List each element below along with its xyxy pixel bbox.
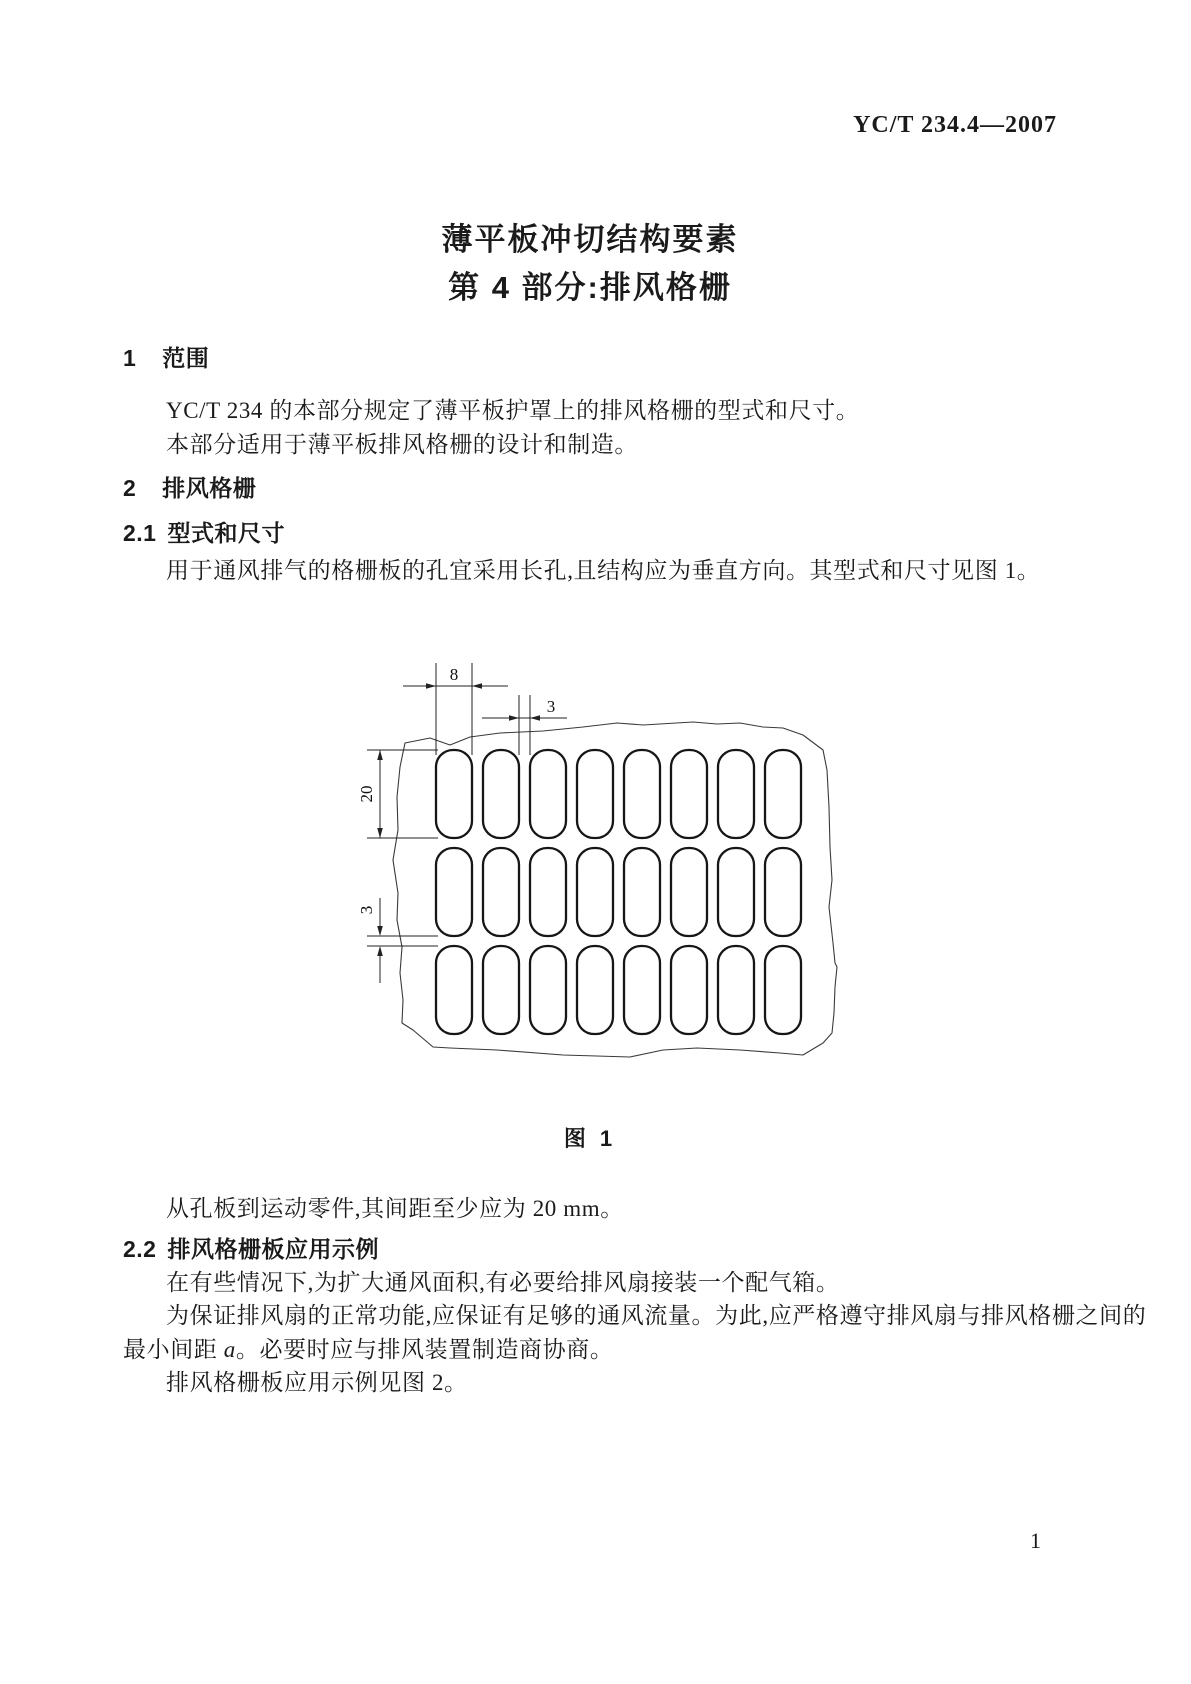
section-2-1-paragraph-1: 用于通风排气的格栅板的孔宜采用长孔,且结构应为垂直方向。其型式和尺寸见图 1。	[166, 558, 1041, 583]
grille-slot	[483, 848, 519, 936]
section-2-2-paragraph-2-line-2	[123, 1331, 613, 1364]
section-2-heading	[123, 470, 256, 503]
page-number: 1	[1030, 1528, 1041, 1553]
section-2-1-label: 型式和尺寸	[167, 520, 285, 546]
grille-slot	[436, 946, 472, 1034]
grille-slot	[577, 946, 613, 1034]
dim-label-row-gap: 3	[357, 905, 376, 915]
document-title-line2: 第 4 部分:排风格栅	[448, 270, 732, 305]
dimension-slot-width	[403, 663, 508, 755]
section-2-label: 排风格栅	[162, 475, 257, 501]
grille-slot	[530, 848, 566, 936]
section-2-2-heading	[123, 1231, 379, 1264]
slot-grid	[436, 750, 801, 1034]
grille-slot	[765, 848, 801, 936]
section-2-1-number: 2.1	[123, 520, 157, 546]
section-2-2-number: 2.2	[123, 1236, 157, 1262]
after-figure-note: 从孔板到运动零件,其间距至少应为 20 mm。	[166, 1196, 624, 1221]
section-2-2-paragraph-3: 排风格栅板应用示例见图 2。	[166, 1370, 468, 1395]
section-1-label: 范围	[162, 345, 210, 371]
grille-slot	[530, 750, 566, 838]
section-1-paragraph-2: 本部分适用于薄平板排风格栅的设计和制造。	[166, 432, 638, 457]
section-2-number: 2	[123, 475, 137, 501]
section-1-heading	[123, 340, 209, 373]
grille-slot	[718, 848, 754, 936]
figure-1-drawing	[340, 615, 870, 1065]
grille-slot	[436, 848, 472, 936]
grille-slot	[577, 750, 613, 838]
grille-slot	[765, 946, 801, 1034]
section-1-paragraph-1: YC/T 234 的本部分规定了薄平板护罩上的排风格栅的型式和尺寸。	[166, 398, 860, 423]
grille-slot	[718, 750, 754, 838]
figure-1-caption: 图 1	[563, 1126, 617, 1151]
grille-slot	[577, 848, 613, 936]
grille-slot	[671, 750, 707, 838]
min-distance-variable-a: a	[223, 1337, 236, 1362]
standard-code: YC/T 234.4—2007	[853, 112, 1057, 138]
grille-slot	[765, 750, 801, 838]
dim-label-slot-height: 20	[357, 785, 376, 803]
grille-slot	[483, 750, 519, 838]
section-2-2-paragraph-2-line-1: 为保证排风扇的正常功能,应保证有足够的通风流量。为此,应严格遵守排风扇与排风格栅之间的	[166, 1303, 1147, 1328]
section-1-number: 1	[123, 345, 137, 371]
grille-slot	[624, 750, 660, 838]
grille-slot	[483, 946, 519, 1034]
dim-label-column-gap: 3	[546, 697, 556, 716]
section-2-2-paragraph-1: 在有些情况下,为扩大通风面积,有必要给排风扇接装一个配气箱。	[166, 1270, 840, 1295]
grille-slot	[624, 848, 660, 936]
section-2-1-heading	[123, 515, 285, 548]
min-distance-text-pre: 最小间距	[123, 1337, 224, 1362]
min-distance-text-post: 。必要时应与排风装置制造商协商。	[235, 1337, 614, 1362]
grille-slot	[671, 848, 707, 936]
document-title-line1: 薄平板冲切结构要素	[441, 222, 739, 257]
grille-slot	[530, 946, 566, 1034]
dim-label-slot-width: 8	[449, 665, 459, 684]
section-2-2-label: 排风格栅板应用示例	[167, 1236, 379, 1262]
dimension-column-gap	[482, 695, 567, 755]
grille-slot	[718, 946, 754, 1034]
grille-slot	[624, 946, 660, 1034]
grille-slot	[436, 750, 472, 838]
grille-slot	[671, 946, 707, 1034]
plate-outline	[393, 722, 837, 1057]
